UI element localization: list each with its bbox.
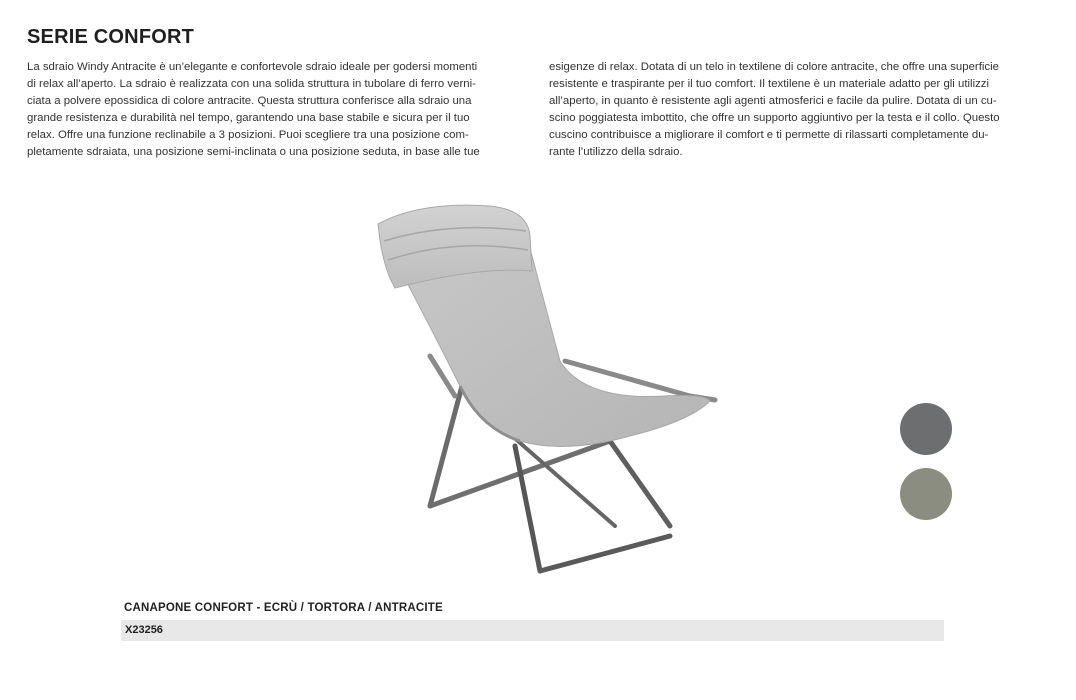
- description-left-column: [27, 59, 527, 162]
- deck-chair-icon: [360, 196, 730, 581]
- description-line: ciata a polvere epossidica di colore antracite. Questa struttura conferisce alla sdraio una: [27, 95, 472, 108]
- color-swatch-tortora[interactable]: [900, 468, 952, 520]
- description-line: all’aperto, in quanto è resistente agli agenti atmosferici e facile da pulire. Dotata di un cu-: [549, 95, 997, 108]
- product-name: CANAPONE CONFORT - ECRÙ / TORTORA / ANTRACITE: [124, 602, 443, 614]
- description-line: pletamente sdraiata, una posizione semi-inclinata o una posizione seduta, in base alle tue: [27, 146, 480, 159]
- product-image: [360, 196, 730, 581]
- description-line: cuscino contribuisce a migliorare il comfort e ti permette di rilassarti completamente du-: [549, 129, 989, 142]
- page-title: SERIE CONFORT: [27, 26, 195, 48]
- description-line: esigenze di relax. Dotata di un telo in textilene di colore antracite, che offre una superficie: [549, 61, 999, 73]
- description-line: relax. Offre una funzione reclinabile a 3 posizioni. Puoi scegliere tra una posizione com-: [27, 129, 469, 142]
- description-line: grande resistenza e durabilità nel tempo, garantendo una base stabile e sicura per il tuo: [27, 112, 470, 125]
- product-code: X23256: [125, 624, 163, 636]
- product-code-bar: [121, 620, 944, 641]
- description-right-column: [549, 59, 1049, 162]
- description-line: resistente e traspirante per il tuo comfort. Il textilene è un materiale adatto per gli utilizzi: [549, 78, 990, 91]
- description-line: La sdraio Windy Antracite è un’elegante e confortevole sdraio ideale per godersi momenti: [27, 61, 478, 73]
- color-swatch-antracite[interactable]: [900, 403, 952, 455]
- description-line: rante l’utilizzo della sdraio.: [549, 146, 683, 159]
- description-line: di relax all’aperto. La sdraio è realizzata con una solida struttura in tubolare di ferro verni-: [27, 78, 476, 91]
- description-line: scino poggiatesta imbottito, che offre un supporto aggiuntivo per la testa e il collo. Questo: [549, 112, 1000, 125]
